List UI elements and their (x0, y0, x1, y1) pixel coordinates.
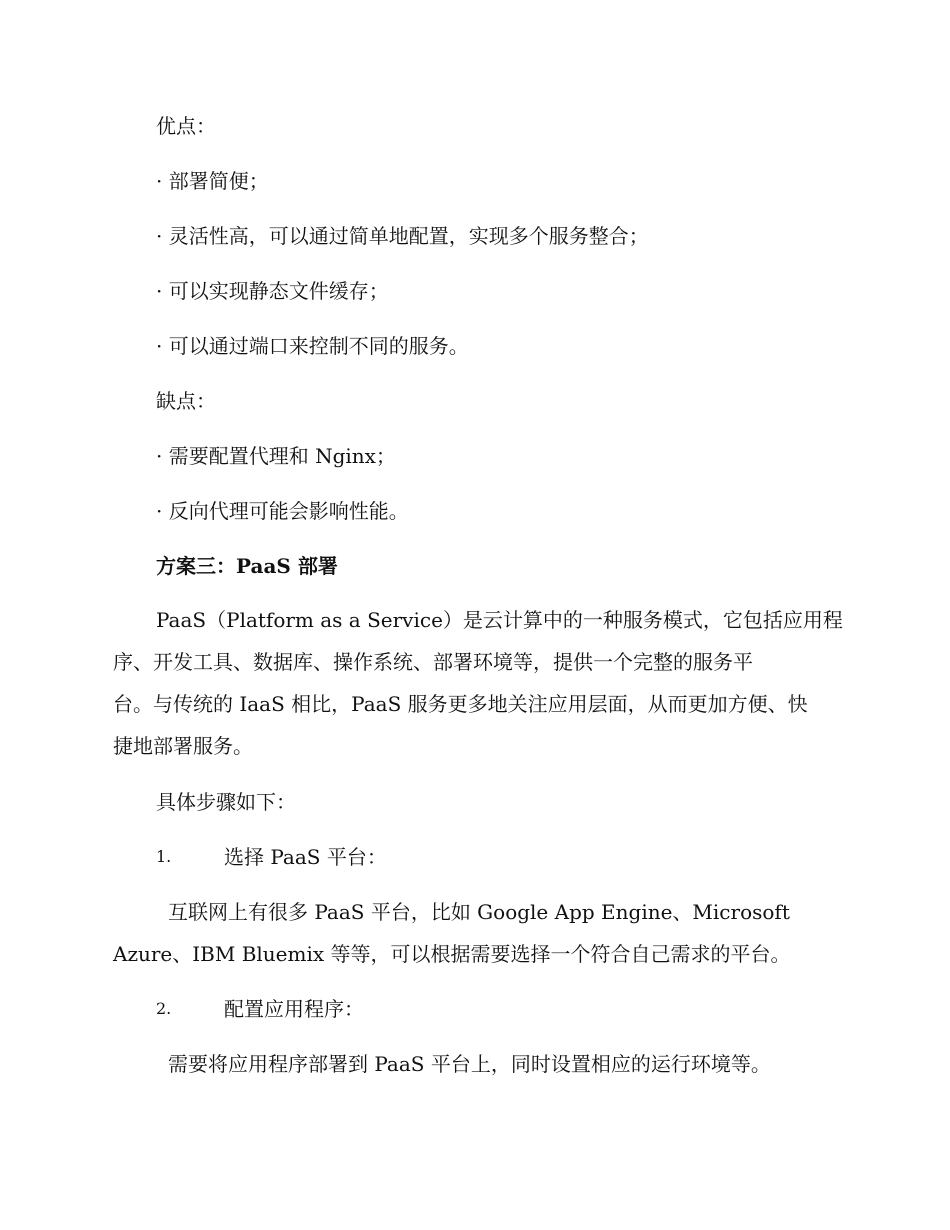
step-title: 选择 PaaS 平台： (224, 845, 387, 869)
section-title: 方案三：PaaS 部署 (156, 554, 338, 578)
advantage-item: · 部署简便； (156, 169, 269, 193)
step-body-line: Azure、IBM Bluemix 等等，可以根据需要选择一个符合自己需求的平台。 (113, 942, 791, 966)
disadvantage-item: · 反向代理可能会影响性能。 (156, 499, 409, 523)
intro-line: PaaS（Platform as a Service）是云计算中的一种服务模式，它包括应用程 (156, 608, 843, 632)
step-title: 配置应用程序： (224, 997, 364, 1021)
step-number: 1. (156, 847, 172, 866)
intro-line: 捷地部署服务。 (113, 734, 253, 758)
advantages-heading: 优点： (156, 114, 216, 138)
advantage-item: · 可以实现静态文件缓存； (156, 279, 389, 303)
step-number: 2. (156, 999, 172, 1018)
disadvantages-heading: 缺点： (156, 389, 216, 413)
disadvantage-item: · 需要配置代理和 Nginx； (156, 444, 396, 468)
step-body-line: 需要将应用程序部署到 PaaS 平台上，同时设置相应的运行环境等。 (168, 1052, 771, 1076)
steps-intro: 具体步骤如下： (156, 790, 296, 814)
advantage-item: · 可以通过端口来控制不同的服务。 (156, 334, 469, 358)
intro-line: 台。与传统的 IaaS 相比，PaaS 服务更多地关注应用层面，从而更加方便、快 (113, 692, 808, 716)
step-body-line: 互联网上有很多 PaaS 平台，比如 Google App Engine、Microsoft (168, 900, 790, 924)
intro-line: 序、开发工具、数据库、操作系统、部署环境等，提供一个完整的服务平 (113, 650, 753, 674)
advantage-item: · 灵活性高，可以通过简单地配置，实现多个服务整合； (156, 224, 649, 248)
